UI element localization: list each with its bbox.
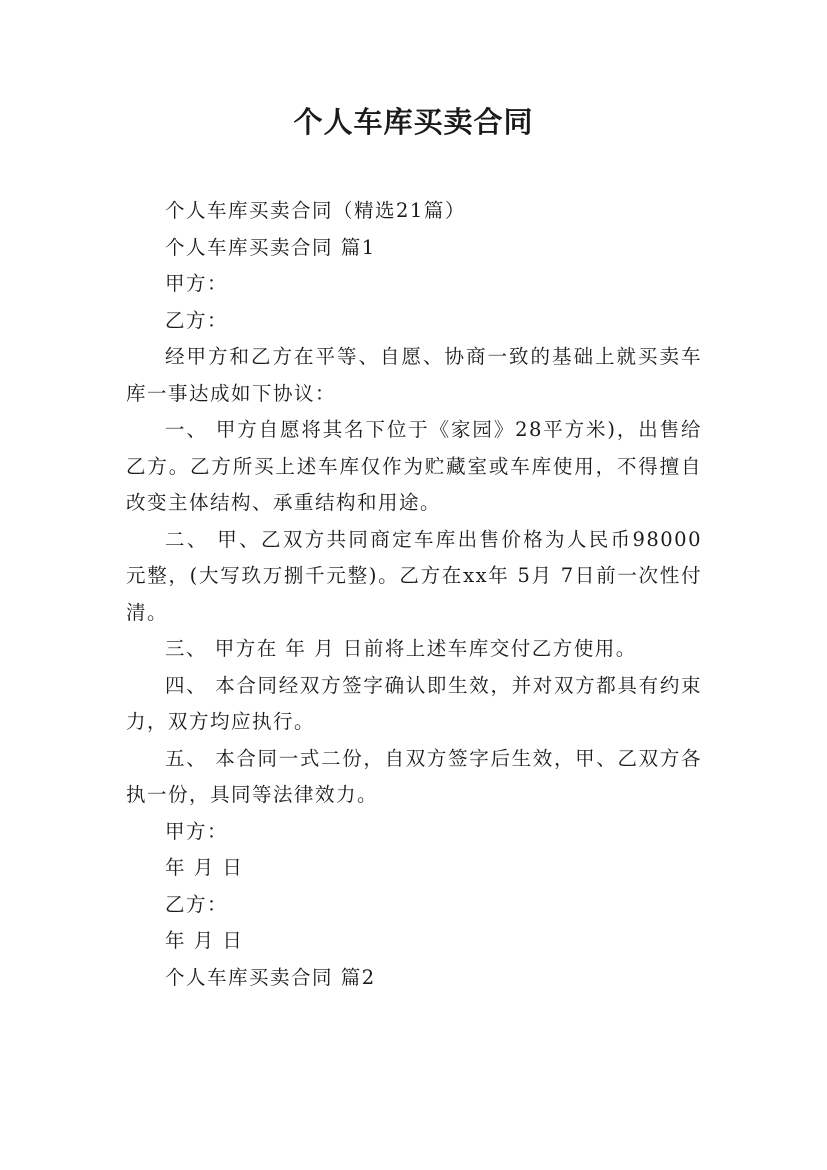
document-title: 个人车库买卖合同 xyxy=(293,105,534,139)
section-heading-2: 个人车库买卖合同 篇2 xyxy=(165,965,376,989)
signature-date-a: 年 月 日 xyxy=(165,856,244,879)
clause-1: 一、 甲方自愿将其名下位于《家园》28平方米)，出售给乙方。乙方所买上述车库仅作为贮藏室或车库使用，不得擅自改变主体结构、承重结构和用途。 xyxy=(126,418,702,514)
party-a-label: 甲方： xyxy=(165,272,229,295)
party-b-label: 乙方： xyxy=(165,308,229,332)
clause-4: 四、 本合同经双方签字确认即生效，并对双方都具有约束力，双方均应执行。 xyxy=(126,673,702,733)
intro-paragraph: 经甲方和乙方在平等、自愿、协商一致的基础上就买卖车库一事达成如下协议： xyxy=(126,345,702,405)
signature-party-a: 甲方： xyxy=(165,819,229,843)
clause-5: 五、 本合同一式二份，自双方签字后生效，甲、乙双方各执一份，具同等法律效力。 xyxy=(126,746,702,806)
doc-subtitle: 个人车库买卖合同（精选21篇） xyxy=(165,199,466,222)
clause-2: 二、 甲、乙双方共同商定车库出售价格为人民币98000元整，(大写玖万捌千元整)。乙方在xx年 5月 7日前一次性付清。 xyxy=(126,527,702,624)
section-heading-1: 个人车库买卖合同 篇1 xyxy=(165,235,376,259)
signature-date-b: 年 月 日 xyxy=(165,929,244,952)
clause-3: 三、 甲方在 年 月 日前将上述车库交付乙方使用。 xyxy=(165,637,637,660)
signature-party-b: 乙方： xyxy=(165,892,229,916)
document-body xyxy=(126,193,702,996)
